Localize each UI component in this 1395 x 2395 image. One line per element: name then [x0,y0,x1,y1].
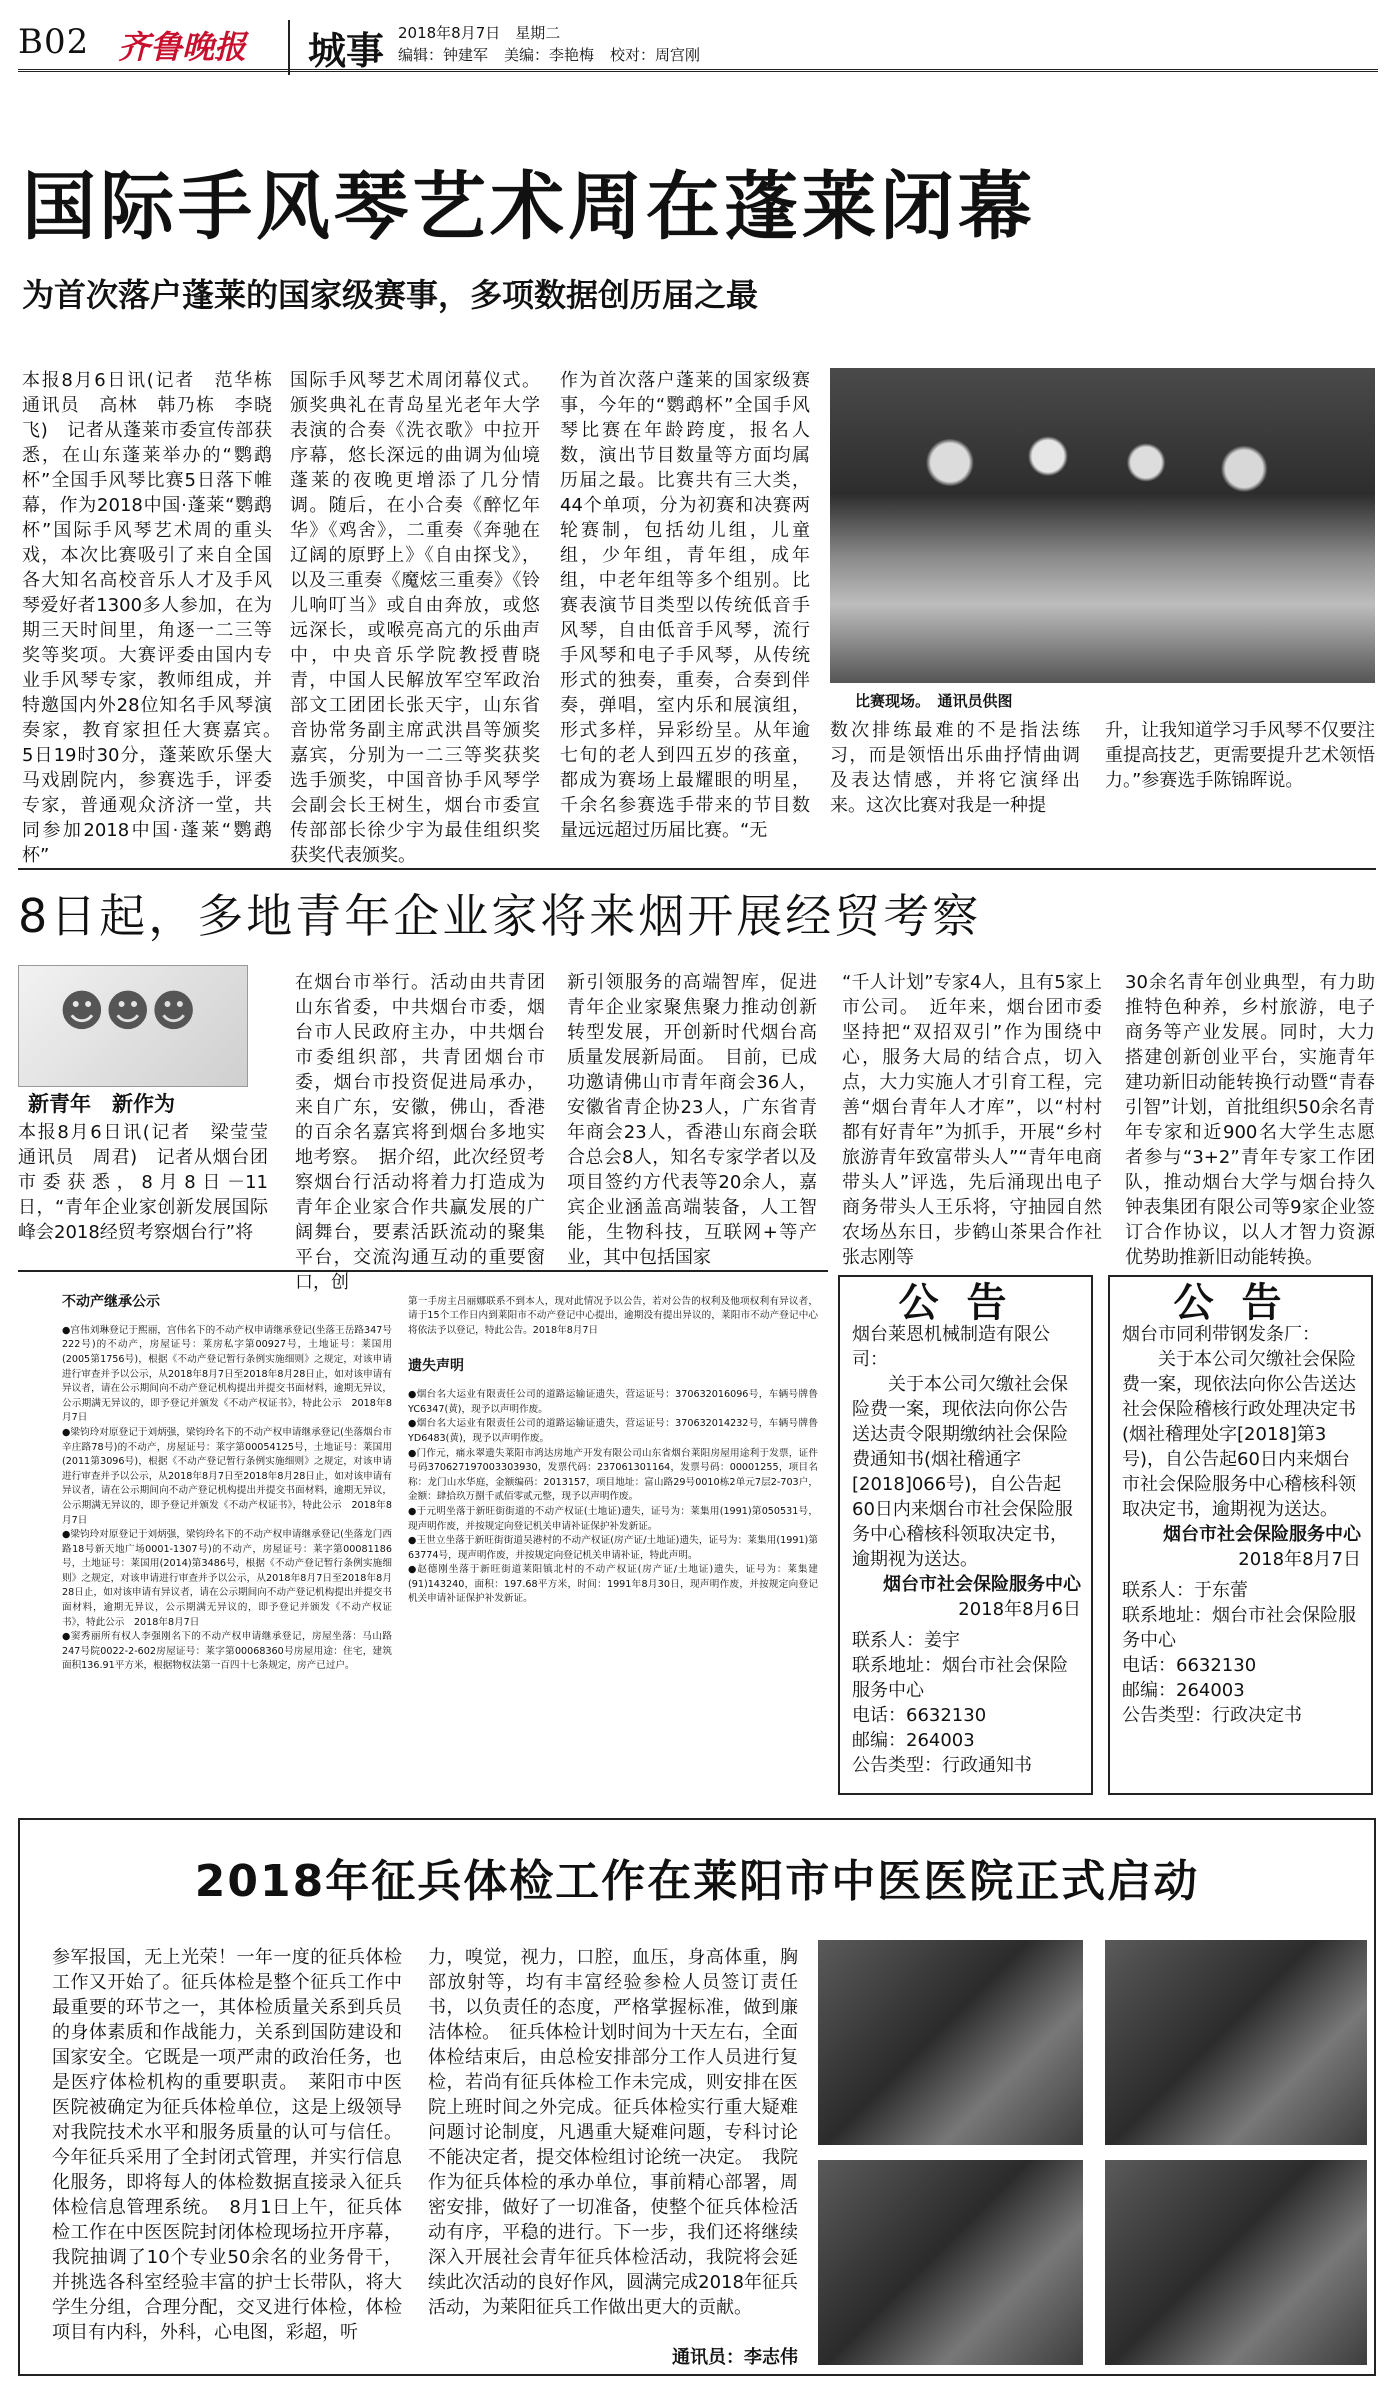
newspaper-logo: 齐鲁晚报 [118,28,247,66]
article2-col1: 本报8月6日讯(记者 梁莹莹 通讯员 周君) 记者从烟台团市委获悉，8月8日－11日，“青年企业家创新发展国际峰会2018经贸考察烟台行”将 [18,1122,286,1243]
announcement-1-postcode: 邮编：264003 [852,1730,975,1751]
announcement-1-type: 公告类型：行政通知书 [852,1755,1032,1776]
announcement-1-date: 2018年8月6日 [958,1599,1081,1620]
announcement-1 [838,1275,1093,1795]
article1-col1: 本报8月6日讯(记者 范华栋 通讯员 高林 韩乃栋 李晓飞) 记者从蓬莱市委宣传部获悉，在山东蓬莱举办的“鹦鹉杯”全国手风琴比赛5日落下帷幕，作为2018中国·蓬莱“鹦鹉杯”国际手风琴艺术周的重头戏，本次比赛吸引了来自全国各大知名高校音乐人才及手风琴爱好者1300多人参加，在为期三天时间里，角逐一二三等奖等奖项。大赛评委由国内专业手风琴专家，教师组成，并特邀国内外28位知名手风琴演奏家，教育家担任大赛嘉宾。 5日19时30分，蓬莱欧乐堡大马戏剧院内，参赛选手，评委专家，普通观众济济一堂，共同参加2018中国·蓬莱“鹦鹉杯” [22,370,290,866]
lost-notice-body: ●烟台名大运业有限责任公司的道路运输证遗失，营运证号：370632016096号，车辆号牌鲁YC6347(黄)，现予以声明作废。 ●烟台名大运业有限责任公司的道路运输证遗失，营运证号：370632014232号，车辆号牌鲁YD6483(黄)，现予以声明作废。 ●门作元，痛永翠遗失莱阳市鸿达房地产开发有限公司山东省烟台莱阳房屋用途利于发票，证件号码370627197003303930，发票代码：237061301164，发票号码：00001255，项目名称：龙门山水华庭，金额编码：2013157，项目地址：富山路29号0010栋2单元7层2-703户，金额：肆拾玖万捌千贰佰零贰元整，现予以声明作废。 ●于元明坐落于新旺街街道的不动产权证(土地证)遗失，证号为：莱集用(1991)第050531号，现声明作废，并按规定向登记机关申请补证保护补发新证。 ●王世立坐落于新旺街街道吴港村的不动产权证(房产证/土地证)遗失，证号为：莱集用(1991)第63774号，现声明作废，并按规定向登记机关申请补证，特此声明。 ●赵德刚坐落于新旺街道莱阳镇北村的不动产权证(房产证/土地证)遗失，证号为：莱集建(91)143240，面积：197.68平方米，时间：1991年8月30日，现声明作废，并按规定向登记机关申请补证保护补发新证。 [408,1389,818,1605]
announcement-2-type: 公告类型：行政决定书 [1122,1705,1302,1726]
lost-notice-title: 遗失声明 [408,1357,464,1374]
section-title: 城事 [288,20,384,75]
new-youth-logo-image [18,965,248,1087]
article2-col2: 在烟台市举行。活动由共青团山东省委，中共烟台市委，烟台市人民政府主办，中共烟台市委组织部，共青团烟台市委，烟台市投资促进局承办，来自广东，安徽，佛山，香港的百余名嘉宾将到烟台多地实地考察。 据介绍，此次经贸考察烟台行活动将着力打造成为青年企业家合作共赢发展的广阔舞台，要素活跃流动的聚集平台，交流沟通互动的重要窗口，创 [295,972,545,1293]
announcement-1-address: 联系地址：烟台市社会保险服务中心 [852,1655,1068,1701]
page-number: B02 [18,22,90,62]
article2-headline: 8日起，多地青年企业家将来烟开展经贸考察 [18,889,982,943]
announcement-1-signer: 烟台市社会保险服务中心 [883,1574,1081,1595]
announcement-1-contact: 联系人：姜宇 [852,1630,960,1651]
announcement-2-address: 联系地址：烟台市社会保险服务中心 [1122,1605,1356,1651]
article2-col4: “千人计划”专家4人，且有5家上市公司。 近年来，烟台团市委坚持把“双招双引”作为围绕中心，服务大局的结合点，切入点，大力实施人才引育工程，完善“烟台青年人才库”，以“村村都有好青年”为抓手，开展“乡村旅游青年致富带头人”“青年电商带头人”评选，先后涌现出电子商务带头人王乐将，守抽园自然农场丛东日，步鹤山茶果合作社张志刚等 [842,972,1102,1268]
doctor-exam-photo [818,2160,1083,2365]
classified-notices [18,1270,828,1798]
article1-headline: 国际手风琴艺术周在蓬莱闭幕 [22,164,1036,250]
article2-col3: 新引领服务的高端智库，促进青年企业家聚焦聚力推动创新转型发展，开创新时代烟台高质量发展新局面。 目前，已成功邀请佛山市青年商会36人，安徽省青企协23人，广东省青年商会23人，香港山东商会联合总会8人，知名专家学者以及项目签约方代表等20余人，嘉宾企业涵盖高端装备，人工智能，生物科技，互联网+等产业，其中包括国家 [567,972,817,1268]
issue-date: 2018年8月7日 星期二 [398,24,561,42]
article3-col1: 参军报国，无上光荣！一年一度的征兵体检工作又开始了。征兵体检是整个征兵工作中最重要的环节之一，其体检质量关系到兵员的身体素质和作战能力，关系到国防建设和国家安全。它既是一项严肃的政治任务，也是医疗体检机构的重要职责。 莱阳市中医医院被确定为征兵体检单位，这是上级领导对我院技术水平和服务质量的认可与信任。今年征兵采用了全封闭式管理，并实行信息化服务，即将每人的体检数据直接录入征兵体检信息管理系统。 8月1日上午，征兵体检工作在中医医院封闭体检现场拉开序幕，我院抽调了10个专业50余名的业务骨干，并挑选各科室经验丰富的护士长带队，将大学生分组，合理分配，交叉进行体检，体检项目有内科，外科，心电图，彩超，听 [52,1947,402,2343]
announcement-2-body: 关于本公司欠缴社会保险费一案，现依法向你公告送达社会保险稽核行政处理决定书(烟社稽理处字[2018]第3号)，自公告起60日内来烟台市社会保险服务中心稽核科领取决定书，逾期视为送达。 [1122,1349,1356,1520]
announcement-2-title: 公告 [1173,1280,1310,1326]
article1-col4: 数次排练最难的不是指法练习，而是领悟出乐曲抒情曲调及表达情感，并将它演绎出来。这次比赛对我是一种提 [830,720,1080,816]
staff-credits: 编辑：钟建军 美编：李艳梅 校对：周宫刚 [398,46,701,64]
announcement-2-date: 2018年8月7日 [1238,1549,1361,1570]
inheritance-notice-title: 不动产继承公示 [62,1293,160,1310]
announcement-2-addressee: 烟台市同利带钢发条厂： [1122,1324,1320,1345]
exam-room-photo [818,1940,1083,2145]
accordion-contest-photo [830,368,1375,683]
article3-col2: 力，嗅觉，视力，口腔，血压，身高体重，胸部放射等，均有丰富经验参检人员签订责任书，以负责任的态度，严格掌握标准，做到廉洁体检。 征兵体检计划时间为十天左右，全面体检结束后，由总检安排部分工作人员进行复检，若尚有征兵体检工作未完成，则安排在医院上班时间之外完成。征兵体检实行重大疑难问题讨论制度，凡遇重大疑难问题，专科讨论不能决定者，提交体检组讨论统一决定。 我院作为征兵体检的承办单位，事前精心部署，周密安排，做好了一切准备，使整个征兵体检活动有序，平稳的进行。下一步，我们还将继续深入开展社会青年征兵体检活动，我院将会延续此次活动的良好作风，圆满完成2018年征兵活动，为莱阳征兵工作做出更大的贡献。 [428,1947,798,2318]
article2-col5: 30余名青年创业典型，有力助推特色种养，乡村旅游，电子商务等产业发展。同时，大力搭建创新创业平台，实施青年建功新旧动能转换行动暨“青春引智”计划，首批组织50余名青年专家和近900名大学生志愿者参与“3+2”青年专家工作团队，推动烟台大学与烟台持久钟表集团有限公司等9家企业签订合作协议，以人才智力资源优势助推新旧动能转换。 [1125,972,1375,1268]
article1-col5: 升，让我知道学习手风琴不仅要注重提高技艺，更需要提升艺术领悟力。”参赛选手陈锦晖说。 [1105,720,1375,791]
announcement-2 [1108,1275,1373,1795]
photo-caption: 比赛现场。 通讯员供图 [855,692,1013,710]
article1-col2: 国际手风琴艺术周闭幕仪式。颁奖典礼在青岛星光老年大学表演的合奏《洗衣歌》中拉开序幕，悠长深远的曲调为仙境蓬莱的夜晚更增添了几分情调。随后，在小合奏《醉忆年华》《鸡舍》，二重奏《奔驰在辽阔的原野上》《自由探戈》，以及三重奏《魔炫三重奏》《铃儿响叮当》或自由奔放，或悠远深长，或喉亮高亢的乐曲声中，中央音乐学院教授曹晓青，中国人民解放军空军政治部文工团团长张天宇，山东省音协常务副主席武洪昌等颁奖嘉宾，分别为一二三等奖获奖选手颁奖，中国音协手风琴学会副会长王树生，烟台市委宣传部部长徐少宇为最佳组织奖获奖代表颁奖。 [290,370,540,866]
new-youth-logo-text: 新青年 新作为 [28,1092,175,1116]
article1-col3: 作为首次落户蓬莱的国家级赛事，今年的“鹦鹉杯”全国手风琴比赛在年龄跨度，报名人数，演出节目数量等方面均属历届之最。比赛共有三大类，44个单项，分为初赛和决赛两轮赛制，包括幼儿组，儿童组，少年组，青年组，成年组，中老年组等多个组别。比赛表演节目类型以传统低音手风琴，自由低音手风琴，流行手风琴和电子手风琴，从传统形式的独奏，重奏，合奏到伴奏，弹唱，室内乐和展演组，形式多样，异彩纷呈。从年逾七旬的老人到四五岁的孩童，都成为赛场上最耀眼的明星，千余名参赛选手带来的节目数量远远超过历届比赛。“无 [560,370,810,841]
announcement-1-body: 关于本公司欠缴社会保险费一案，现依法向你公告送达责令限期缴纳社会保险费通知书(烟社稽通字[2018]066号)，自公告起60日内来烟台市社会保险服务中心稽核科领取决定书，逾期视为送达。 [852,1374,1073,1570]
lost-notices [408,1280,818,1795]
announcement-1-phone: 电话：6632130 [852,1705,987,1726]
announcement-2-contact: 联系人：于东蕾 [1122,1580,1248,1601]
announcement-2-phone: 电话：6632130 [1122,1655,1257,1676]
inheritance-notice-body: ●宫伟刘琳登记于熙丽，宫伟名下的不动产权申请继承登记(坐落王岳路347号222号)的不动产，房屋证号：莱房私字第00927号，土地证号：莱国用(2005第1756号)，根据《不动产登记暂行条例实施细则》之规定，对该申请进行审查并予以公示，从2018年8月7日至2018年8月28日止，如对该申请有异议者，请在公示期间向不动产登记机构提出并提交书面材料，逾期无异议，公示期满无异议的，即予登记并颁发《不动产权证书》，特此公示 2018年8月7日 ●梁钧玲对原登记于刘炳强，梁钧玲名下的不动产权申请继承登记(坐落烟台市辛庄路78号)的不动产，房屋证号：莱字第00054125号，土地证号：莱国用(2011第3096号)，根据《不动产登记暂行条例实施细则》之规定，对该申请进行审查并予以公示，从2018年8月7日至2018年8月28日止，如对该申请有异议者，请在公示期间向不动产登记机构提出并提交书面材料，逾期无异议，公示期满无异议的，即予登记并颁发《不动产权证书》，特此公示 2018年8月7日 ●梁钧玲对原登记于刘炳强，梁钧玲名下的不动产权申请继承登记(坐落龙门西路18号新天地广场0001-1307号)的不动产，房屋证号：莱字第00081186号，土地证号：莱国用(2014)第3486号，根据《不动产登记暂行条例实施细则》之规定，对该申请进行审查并予以公示，从2018年8月7日至2018年8月28日止，如对该申请有异议者，请在公示期间向不动产登记机构提出并提交书面材料，逾期无异议，公示期满无异议的，即予登记并颁发《不动产权证书》，特此公示 2018年8月7日 ●窦秀丽所有权人李强刚名下的不动产权申请继承登记，房屋坐落：马山路247号院0022-2-602房屋证号：莱字第00068360号房屋用途：住宅，建筑面积136.91平方米，根据物权法第一百四十七条规定，房产已过户。 [62,1324,392,1672]
announcement-1-addressee: 烟台莱恩机械制造有限公司： [852,1324,1050,1370]
article1-subheadline: 为首次落户蓬莱的国家级赛事，多项数据创历届之最 [22,276,759,314]
inheritance-notice-continued: 第一手房主吕丽娜联系不到本人，现对此情况予以公告，若对公告的权利及他项权利有异议者，请于15个工作日内到莱阳市不动产登记中心提出，逾期没有提出异议的，莱阳市不动产登记中心将依法予以登记，特此公告。2018年8月7日 [408,1295,818,1336]
page-header [18,18,1378,72]
article3-credit: 通讯员：李志伟 [672,2347,798,2368]
inheritance-notices [62,1280,392,1795]
section-divider [18,868,1376,870]
announcement-2-signer: 烟台市社会保险服务中心 [1163,1524,1361,1545]
announcement-2-postcode: 邮编：264003 [1122,1680,1245,1701]
announcement-1-title: 公告 [898,1280,1035,1326]
waiting-line-photo [1105,2160,1367,2365]
hallway-photo [1105,1940,1367,2145]
article3-headline: 2018年征兵体检工作在莱阳市中医医院正式启动 [194,1856,1200,1907]
people-icon: ☻☻☻ [59,986,197,1037]
